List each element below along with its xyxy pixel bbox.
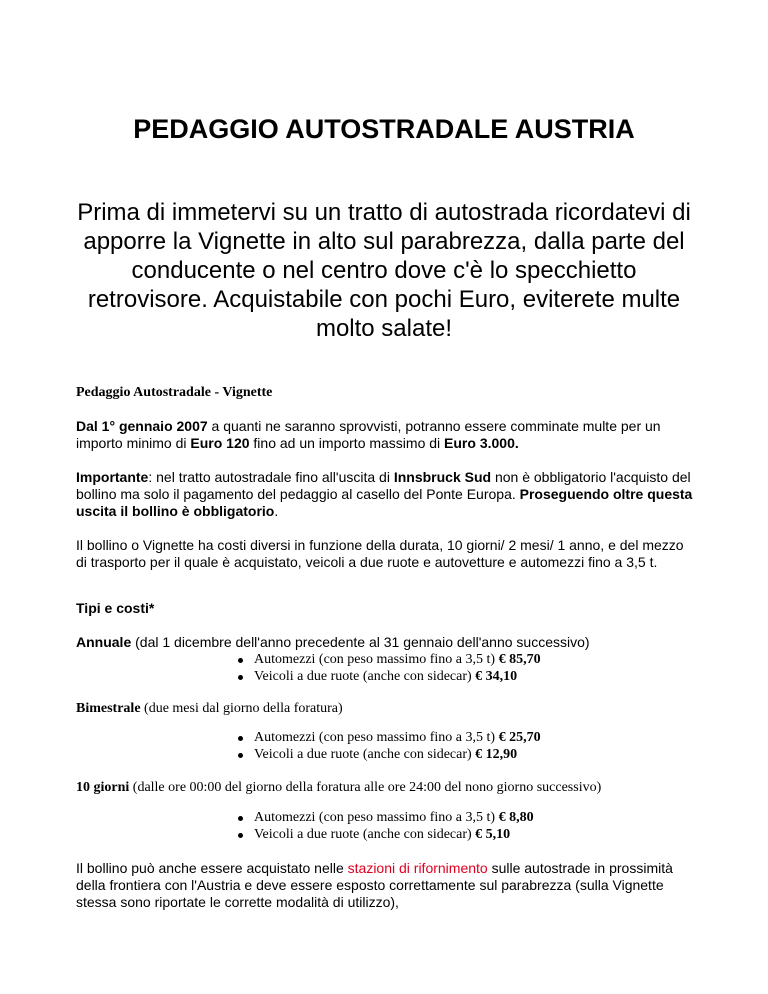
price: € 8,80 [498,810,534,825]
important-dot: . [274,503,279,519]
annual-label: Annuale [76,634,132,650]
lead-paragraph: Prima di immetervi su un tratto di autostrada ricordatevi di apporre la Vignette in alto sul parabrezza, dalla parte del conducente o nel centro dove c'è lo specchietto retrovisore. Acquistabile con pochi Euro, eviterete multe molto salate! [77,199,691,342]
paragraph-important [76,469,696,520]
list-item: Veicoli a due ruote (anche con sidecar) € 34,10 [234,668,541,685]
list-item: Automezzi (con peso massimo fino a 3,5 t) € 25,70 [234,729,541,746]
ten-days-label: 10 giorni [76,780,130,795]
ten-days-heading [76,779,696,796]
price: € 5,10 [475,827,511,842]
list-item: Veicoli a due ruote (anche con sidecar) € 5,10 [234,826,534,843]
annual-list [234,651,541,685]
paragraph-fines [76,418,696,452]
price: € 34,10 [475,669,518,684]
section-heading: Pedaggio Autostradale - Vignette [76,385,273,400]
purchase-text-1: Il bollino può anche essere acquistato nelle [76,860,348,876]
fines-text-2: fino ad un importo massimo di [249,435,445,451]
price: € 85,70 [498,652,541,667]
important-text-2: non è obbligatorio l'acquisto del bollino ma solo il pagamento del pedaggio al casello del Ponte Europa. [76,469,691,502]
ten-days-desc: (dalle ore 00:00 del giorno della foratura alle ore 24:00 del nono giorno successivo) [129,780,602,795]
max-fine: Euro 3.000. [444,435,519,451]
page-title: PEDAGGIO AUTOSTRADALE AUSTRIA [133,114,635,144]
price: € 25,70 [498,730,541,745]
bimonthly-desc: (due mesi dal giorno della foratura) [140,701,343,716]
bimonthly-list [234,729,541,763]
paragraph-costs: Il bollino o Vignette ha costi diversi in funzione della durata, 10 giorni/ 2 mesi/ 1 anno, e del mezzo di trasporto per il quale è acquistato, veicoli a due ruote e autovetture e automezzi fino a 3,5 t. [76,537,684,570]
date-text: Dal 1° gennaio 2007 [76,418,208,434]
bimonthly-heading [76,700,696,717]
mandatory-note: Proseguendo oltre questa uscita il bollino è obbligatorio [76,486,693,519]
price: € 12,90 [475,747,518,762]
bimonthly-label: Bimestrale [76,701,141,716]
list-item: Automezzi (con peso massimo fino a 3,5 t) € 8,80 [234,809,534,826]
annual-heading [76,634,696,651]
stations-link[interactable]: stazioni di rifornimento [347,860,488,876]
list-item: Automezzi (con peso massimo fino a 3,5 t) € 85,70 [234,651,541,668]
important-label: Importante [76,469,149,485]
list-item: Veicoli a due ruote (anche con sidecar) € 12,90 [234,746,541,763]
min-fine: Euro 120 [190,435,250,451]
annual-desc: (dal 1 dicembre dell'anno precedente al 31 gennaio dell'anno successivo) [131,634,590,650]
paragraph-purchase [76,860,696,911]
fines-text-1: a quanti ne saranno sprovvisti, potranno essere comminate multe per un importo minimo di [76,418,661,451]
purchase-text-2: sulle autostrade in prossimità della frontiera con l'Austria e deve essere esposto correttamente sul parabrezza (sulla Vignette stessa sono riportate le corrette modalità di utilizzo), [76,860,673,910]
types-heading: Tipi e costi* [76,600,155,616]
exit-name: Innsbruck Sud [393,469,492,485]
ten-days-list [234,809,534,843]
important-text-1: : nel tratto autostradale fino all'uscita di [148,469,394,485]
